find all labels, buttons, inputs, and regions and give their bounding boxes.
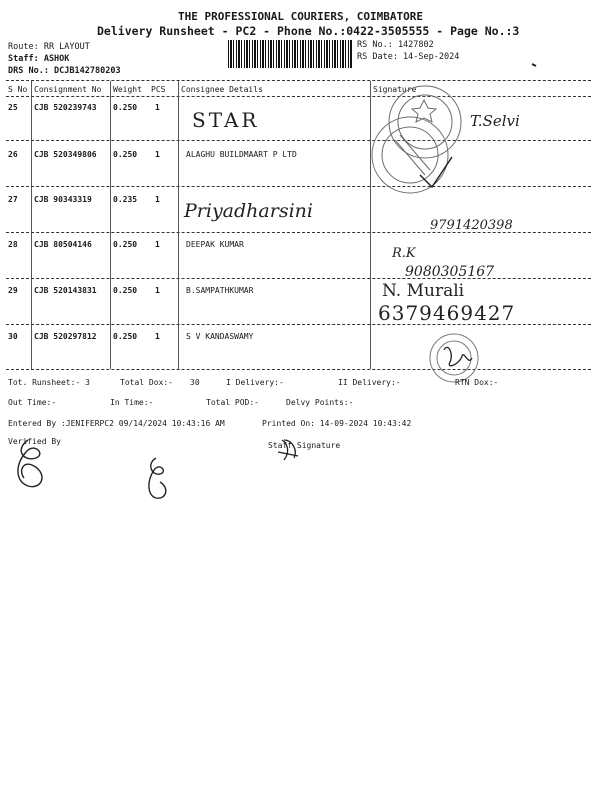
row-consignee: DEEPAK KUMAR	[186, 240, 244, 249]
row-consignment: CJB 520349806	[34, 150, 97, 159]
row-consignee: B.SAMPATHKUMAR	[186, 286, 254, 295]
row-consignment: CJB 520239743	[34, 103, 97, 112]
drs-number: DRS No.: DCJB142780203	[8, 66, 121, 76]
row-sno: 27	[8, 195, 18, 204]
col-consignment: Consignment No	[34, 85, 102, 94]
company-title: THE PROFESSIONAL COURIERS, COIMBATORE	[178, 10, 424, 23]
runsheet-subtitle: Delivery Runsheet - PC2 - Phone No.:0422-3505555 - Page No.:3	[97, 24, 520, 38]
row-pcs: 1	[155, 240, 160, 249]
row-sno: 28	[8, 240, 18, 249]
row-consignment: CJB 90343319	[34, 195, 92, 204]
delivered-stamp	[430, 334, 478, 382]
company-seal-stamp	[372, 86, 461, 193]
handwritten-receiver: STAR	[192, 108, 260, 132]
verified-by-signature	[18, 440, 42, 487]
col-signature: Signature	[373, 85, 417, 94]
signature-scribble-row30	[444, 347, 472, 365]
handwritten-name: N. Murali	[382, 281, 465, 301]
handwritten-phone: 9080305167	[405, 264, 495, 280]
row-weight: 0.235	[113, 195, 138, 204]
col-weight: Weight	[113, 85, 142, 94]
route-label: Route: RR LAYOUT	[8, 42, 90, 52]
row-consignment: CJB 80504146	[34, 240, 92, 249]
row-weight: 0.250	[113, 286, 138, 295]
row-consignment: CJB 520143831	[34, 286, 97, 295]
row-pcs: 1	[155, 286, 160, 295]
staff-signature-label: Staff Signature	[268, 441, 341, 450]
ii-delivery: II Delivery:-	[338, 378, 401, 387]
handwritten-signature: T.Selvi	[470, 112, 520, 130]
rtn-dox: RTN Dox:-	[455, 378, 499, 387]
total-dox-value: 30	[190, 378, 200, 387]
handwritten-phone: 6379469427	[378, 301, 516, 325]
total-dox-label: Total Dox:-	[120, 378, 173, 387]
row-sno: 26	[8, 150, 18, 159]
row-consignee: ALAGHU BUILDMAART P LTD	[186, 150, 297, 159]
row-pcs: 1	[155, 195, 160, 204]
printed-on: Printed On: 14-09-2024 10:43:42	[262, 419, 412, 428]
col-pcs: PCS	[151, 85, 166, 94]
delvy-points: Delvy Points:-	[286, 398, 354, 407]
row-pcs: 1	[155, 103, 160, 112]
row-weight: 0.250	[113, 332, 138, 341]
col-consignee: Consignee Details	[181, 85, 263, 94]
handwritten-initials: R.K	[392, 246, 416, 261]
row-consignee: S V KANDASWAMY	[186, 332, 254, 341]
col-sno: S No	[8, 85, 28, 94]
row-sno: 29	[8, 286, 18, 295]
entered-by: Entered By :JENIFERPC2 09/14/2024 10:43:16 AM	[8, 419, 225, 428]
rs-number: RS No.: 1427802	[357, 40, 434, 50]
in-time: In Time:-	[110, 398, 154, 407]
row-pcs: 1	[155, 150, 160, 159]
row-weight: 0.250	[113, 150, 138, 159]
row-weight: 0.250	[113, 240, 138, 249]
i-delivery: I Delivery:-	[226, 378, 284, 387]
out-time: Out Time:-	[8, 398, 57, 407]
row-sno: 30	[8, 332, 18, 341]
staff-label: Staff: ASHOK	[8, 54, 70, 64]
total-pod: Total POD:-	[206, 398, 259, 407]
row-weight: 0.250	[113, 103, 138, 112]
handwritten-phone: 9791420398	[430, 218, 513, 233]
verified-by-label: Verified By	[8, 437, 61, 446]
rs-date: RS Date: 14-Sep-2024	[357, 52, 460, 62]
handwritten-receiver: Priyadharsini	[184, 200, 313, 222]
row-consignment: CJB 520297812	[34, 332, 97, 341]
tot-runsheet: Tot. Runsheet:- 3	[8, 378, 90, 387]
row-sno: 25	[8, 103, 18, 112]
second-signature	[149, 458, 166, 498]
row-pcs: 1	[155, 332, 160, 341]
pen-mark	[532, 64, 536, 66]
